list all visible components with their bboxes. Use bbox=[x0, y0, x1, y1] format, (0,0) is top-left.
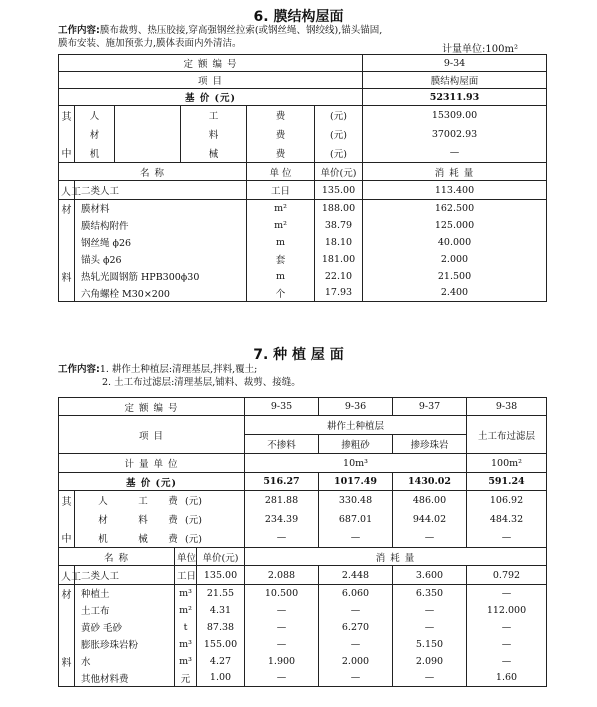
mat-fee: 234.39 bbox=[245, 510, 319, 529]
table-row bbox=[59, 653, 547, 670]
mach-fee-label bbox=[75, 529, 245, 548]
row-price: 22.10 bbox=[315, 268, 363, 285]
row-qty: 0.792 bbox=[467, 566, 547, 585]
base-price-label: 基 价 (元) bbox=[59, 89, 363, 106]
quota-no: 9-37 bbox=[393, 398, 467, 416]
row-qty: — bbox=[319, 670, 393, 687]
group-geotextile: 土工布过滤层 bbox=[467, 416, 547, 454]
quota-no: 9-36 bbox=[319, 398, 393, 416]
row-name: 锚头 ϕ26 bbox=[75, 251, 247, 268]
row-qty: 10.500 bbox=[245, 585, 319, 602]
row-unit: 个 bbox=[247, 285, 315, 302]
side-cai: 材 bbox=[59, 200, 75, 217]
row-qty: — bbox=[245, 619, 319, 636]
quota-no: 9-35 bbox=[245, 398, 319, 416]
quota-no: 9-38 bbox=[467, 398, 547, 416]
row-qty: — bbox=[467, 653, 547, 670]
header-name: 名 称 bbox=[59, 163, 247, 181]
mat-fee: 687.01 bbox=[319, 510, 393, 529]
mach-char-b: 械 bbox=[181, 144, 247, 163]
row-price: 188.00 bbox=[315, 200, 363, 217]
quota-no: 9-34 bbox=[363, 55, 547, 72]
work-line-2: 膜布安装、施加预张力,膜体表面内外清洁。 bbox=[58, 38, 242, 49]
item-label: 项 目 bbox=[59, 72, 363, 89]
mat-fee: 944.02 bbox=[393, 510, 467, 529]
header-consume: 消 耗 量 bbox=[363, 163, 547, 181]
section6-work-content bbox=[58, 24, 382, 50]
table-row bbox=[59, 585, 547, 602]
section7-table bbox=[58, 397, 547, 687]
header-price: 单价(元) bbox=[315, 163, 363, 181]
base-price: 1430.02 bbox=[393, 473, 467, 491]
table-row bbox=[59, 234, 547, 251]
mat-char-b: 料 bbox=[181, 125, 247, 144]
yuan-label: (元) bbox=[330, 111, 347, 123]
unit-label: 计 量 单 位 bbox=[59, 454, 245, 473]
sub-item: 不掺料 bbox=[245, 435, 319, 454]
header-price: 单价(元) bbox=[197, 548, 245, 566]
work-line-2: 2. 土工布过滤层:清理基层,铺料、裁剪、接缝。 bbox=[102, 377, 301, 388]
row-qty: — bbox=[245, 670, 319, 687]
work-label: 工作内容: bbox=[58, 25, 100, 36]
row-unit: m² bbox=[175, 602, 197, 619]
row-unit: m² bbox=[247, 200, 315, 217]
side-rengong: 人工 bbox=[59, 181, 75, 200]
table-row bbox=[59, 619, 547, 636]
row-price: 17.93 bbox=[315, 285, 363, 302]
yuan-label: (元) bbox=[185, 496, 202, 508]
row-qty: — bbox=[393, 602, 467, 619]
mach-fee: — bbox=[363, 144, 547, 163]
row-unit: 套 bbox=[247, 251, 315, 268]
row-name: 二类人工 bbox=[75, 566, 175, 585]
table-row bbox=[59, 217, 547, 234]
quota-no-label: 定 额 编 号 bbox=[59, 55, 363, 72]
base-price-label: 基 价 (元) bbox=[59, 473, 245, 491]
table-row bbox=[59, 602, 547, 619]
mach-fee: — bbox=[467, 529, 547, 548]
row-name: 水 bbox=[75, 653, 175, 670]
row-name: 膨胀珍珠岩粉 bbox=[75, 636, 175, 653]
row-name: 膜结构附件 bbox=[75, 217, 247, 234]
section6-title: 6. 膜结构屋面 bbox=[253, 9, 344, 25]
side-qi: 其 bbox=[59, 106, 75, 125]
side-qi: 其 bbox=[59, 491, 75, 510]
row-qty: 2.090 bbox=[393, 653, 467, 670]
row-qty: 40.000 bbox=[363, 234, 547, 251]
row-price: 4.31 bbox=[197, 602, 245, 619]
labor-char-b: 工 bbox=[138, 496, 148, 508]
sub-item: 掺粗砂 bbox=[319, 435, 393, 454]
row-name: 二类人工 bbox=[75, 181, 247, 200]
row-qty: 21.500 bbox=[363, 268, 547, 285]
mach-char-a: 机 bbox=[75, 144, 115, 163]
labor-fee: 15309.00 bbox=[363, 106, 547, 125]
row-qty: — bbox=[467, 619, 547, 636]
fee-char: 费 bbox=[275, 111, 286, 123]
row-qty: — bbox=[467, 585, 547, 602]
section7-work-content bbox=[58, 363, 301, 389]
row-name: 热轧光圆钢筋 HPB300ϕ30 bbox=[75, 268, 247, 285]
row-unit: m³ bbox=[175, 585, 197, 602]
row-name: 膜材料 bbox=[75, 200, 247, 217]
row-price: 38.79 bbox=[315, 217, 363, 234]
row-price: 135.00 bbox=[315, 181, 363, 200]
unit-value-2: 100m² bbox=[467, 454, 547, 473]
labor-fee-label bbox=[75, 491, 245, 510]
unit-value-1: 10m³ bbox=[245, 454, 467, 473]
yuan-label: (元) bbox=[185, 533, 202, 545]
side-liao: 料 bbox=[59, 653, 75, 670]
yuan-label: (元) bbox=[330, 148, 347, 160]
table-row bbox=[59, 285, 547, 302]
row-unit: 工日 bbox=[175, 566, 197, 585]
fee-char: 费 bbox=[275, 130, 286, 141]
base-price: 516.27 bbox=[245, 473, 319, 491]
row-unit: m³ bbox=[175, 636, 197, 653]
quota-no-label: 定 额 编 号 bbox=[59, 398, 245, 416]
header-consume: 消 耗 量 bbox=[245, 548, 547, 566]
row-unit: 工日 bbox=[247, 181, 315, 200]
labor-char-a: 人 bbox=[75, 106, 115, 125]
row-unit: m bbox=[247, 234, 315, 251]
mat-fee: 484.32 bbox=[467, 510, 547, 529]
row-qty: 6.060 bbox=[319, 585, 393, 602]
base-price: 52311.93 bbox=[363, 89, 547, 106]
row-qty: 112.000 bbox=[467, 602, 547, 619]
row-qty: — bbox=[245, 602, 319, 619]
row-name: 土工布 bbox=[75, 602, 175, 619]
row-qty: 6.350 bbox=[393, 585, 467, 602]
labor-fee: 330.48 bbox=[319, 491, 393, 510]
row-qty: 2.000 bbox=[363, 251, 547, 268]
row-qty: — bbox=[319, 636, 393, 653]
mat-char-a: 材 bbox=[75, 125, 115, 144]
fee-char: 费 bbox=[168, 533, 178, 545]
table-row bbox=[59, 251, 547, 268]
sub-item: 掺珍珠岩 bbox=[393, 435, 467, 454]
mach-fee: — bbox=[319, 529, 393, 548]
row-qty: — bbox=[393, 670, 467, 687]
section6-unit: 计量单位:100m² bbox=[442, 44, 518, 55]
mat-fee: 37002.93 bbox=[363, 125, 547, 144]
fee-char: 费 bbox=[168, 496, 178, 508]
work-line-1: 膜布裁剪、热压胶接,穿高强钢丝拉索(或钢丝绳、钢绞线),锚头锚固, bbox=[99, 25, 383, 36]
row-qty: 1.60 bbox=[467, 670, 547, 687]
row-price: 87.38 bbox=[197, 619, 245, 636]
side-zhong: 中 bbox=[59, 529, 75, 548]
row-name: 种植土 bbox=[75, 585, 175, 602]
base-price: 1017.49 bbox=[319, 473, 393, 491]
fee-char: 费 bbox=[275, 148, 286, 160]
table-row bbox=[59, 566, 547, 585]
table-row bbox=[59, 670, 547, 687]
row-qty: — bbox=[393, 619, 467, 636]
row-qty: 2.000 bbox=[319, 653, 393, 670]
row-qty: 1.900 bbox=[245, 653, 319, 670]
table-row bbox=[59, 636, 547, 653]
mach-fee: — bbox=[393, 529, 467, 548]
row-unit: 元 bbox=[175, 670, 197, 687]
header-unit: 单 位 bbox=[247, 163, 315, 181]
row-qty: 125.000 bbox=[363, 217, 547, 234]
row-price: 155.00 bbox=[197, 636, 245, 653]
mat-char-b: 料 bbox=[138, 515, 148, 526]
row-qty: 6.270 bbox=[319, 619, 393, 636]
row-qty: — bbox=[467, 636, 547, 653]
side-cai: 材 bbox=[59, 585, 75, 602]
fee-char: 费 bbox=[168, 515, 178, 526]
row-price: 181.00 bbox=[315, 251, 363, 268]
mat-char-a: 材 bbox=[98, 515, 108, 526]
row-qty: — bbox=[245, 636, 319, 653]
table-row bbox=[59, 181, 547, 200]
mach-fee: — bbox=[245, 529, 319, 548]
row-unit: m³ bbox=[175, 653, 197, 670]
row-qty: 5.150 bbox=[393, 636, 467, 653]
row-qty: 2.088 bbox=[245, 566, 319, 585]
row-name: 其他材料费 bbox=[75, 670, 175, 687]
item-label: 项 目 bbox=[59, 416, 245, 454]
row-name: 黄砂 毛砂 bbox=[75, 619, 175, 636]
row-qty: — bbox=[319, 602, 393, 619]
mach-char-b: 械 bbox=[138, 533, 148, 545]
yuan-label: (元) bbox=[330, 130, 347, 141]
item-name: 膜结构屋面 bbox=[363, 72, 547, 89]
row-price: 135.00 bbox=[197, 566, 245, 585]
row-unit: m bbox=[247, 268, 315, 285]
row-qty: 2.448 bbox=[319, 566, 393, 585]
row-price: 1.00 bbox=[197, 670, 245, 687]
work-label: 工作内容: bbox=[58, 364, 100, 375]
row-qty: 162.500 bbox=[363, 200, 547, 217]
labor-char-a: 人 bbox=[98, 496, 108, 508]
base-price: 591.24 bbox=[467, 473, 547, 491]
section7-title: 7. 种 植 屋 面 bbox=[253, 347, 344, 363]
group-planting-soil: 耕作土种植层 bbox=[245, 416, 467, 435]
labor-fee: 281.88 bbox=[245, 491, 319, 510]
labor-fee: 106.92 bbox=[467, 491, 547, 510]
row-name: 钢丝绳 ϕ26 bbox=[75, 234, 247, 251]
mach-char-a: 机 bbox=[98, 533, 108, 545]
table-row bbox=[59, 200, 547, 217]
row-qty: 2.400 bbox=[363, 285, 547, 302]
side-liao: 料 bbox=[59, 268, 75, 285]
header-name: 名 称 bbox=[59, 548, 175, 566]
row-qty: 113.400 bbox=[363, 181, 547, 200]
row-price: 18.10 bbox=[315, 234, 363, 251]
section6-table bbox=[58, 54, 547, 302]
header-unit: 单位 bbox=[175, 548, 197, 566]
work-line-1: 1. 耕作土种植层:清理基层,拌料,覆土; bbox=[99, 364, 258, 375]
row-name: 六角螺栓 M30×200 bbox=[75, 285, 247, 302]
row-unit: m² bbox=[247, 217, 315, 234]
row-unit: t bbox=[175, 619, 197, 636]
side-zhong: 中 bbox=[59, 144, 75, 163]
row-price: 21.55 bbox=[197, 585, 245, 602]
yuan-label: (元) bbox=[185, 515, 202, 526]
row-price: 4.27 bbox=[197, 653, 245, 670]
labor-char-b: 工 bbox=[181, 106, 247, 125]
table-row bbox=[59, 268, 547, 285]
row-qty: 3.600 bbox=[393, 566, 467, 585]
labor-fee: 486.00 bbox=[393, 491, 467, 510]
mat-fee-label bbox=[75, 510, 245, 529]
side-rengong: 人工 bbox=[59, 566, 75, 585]
